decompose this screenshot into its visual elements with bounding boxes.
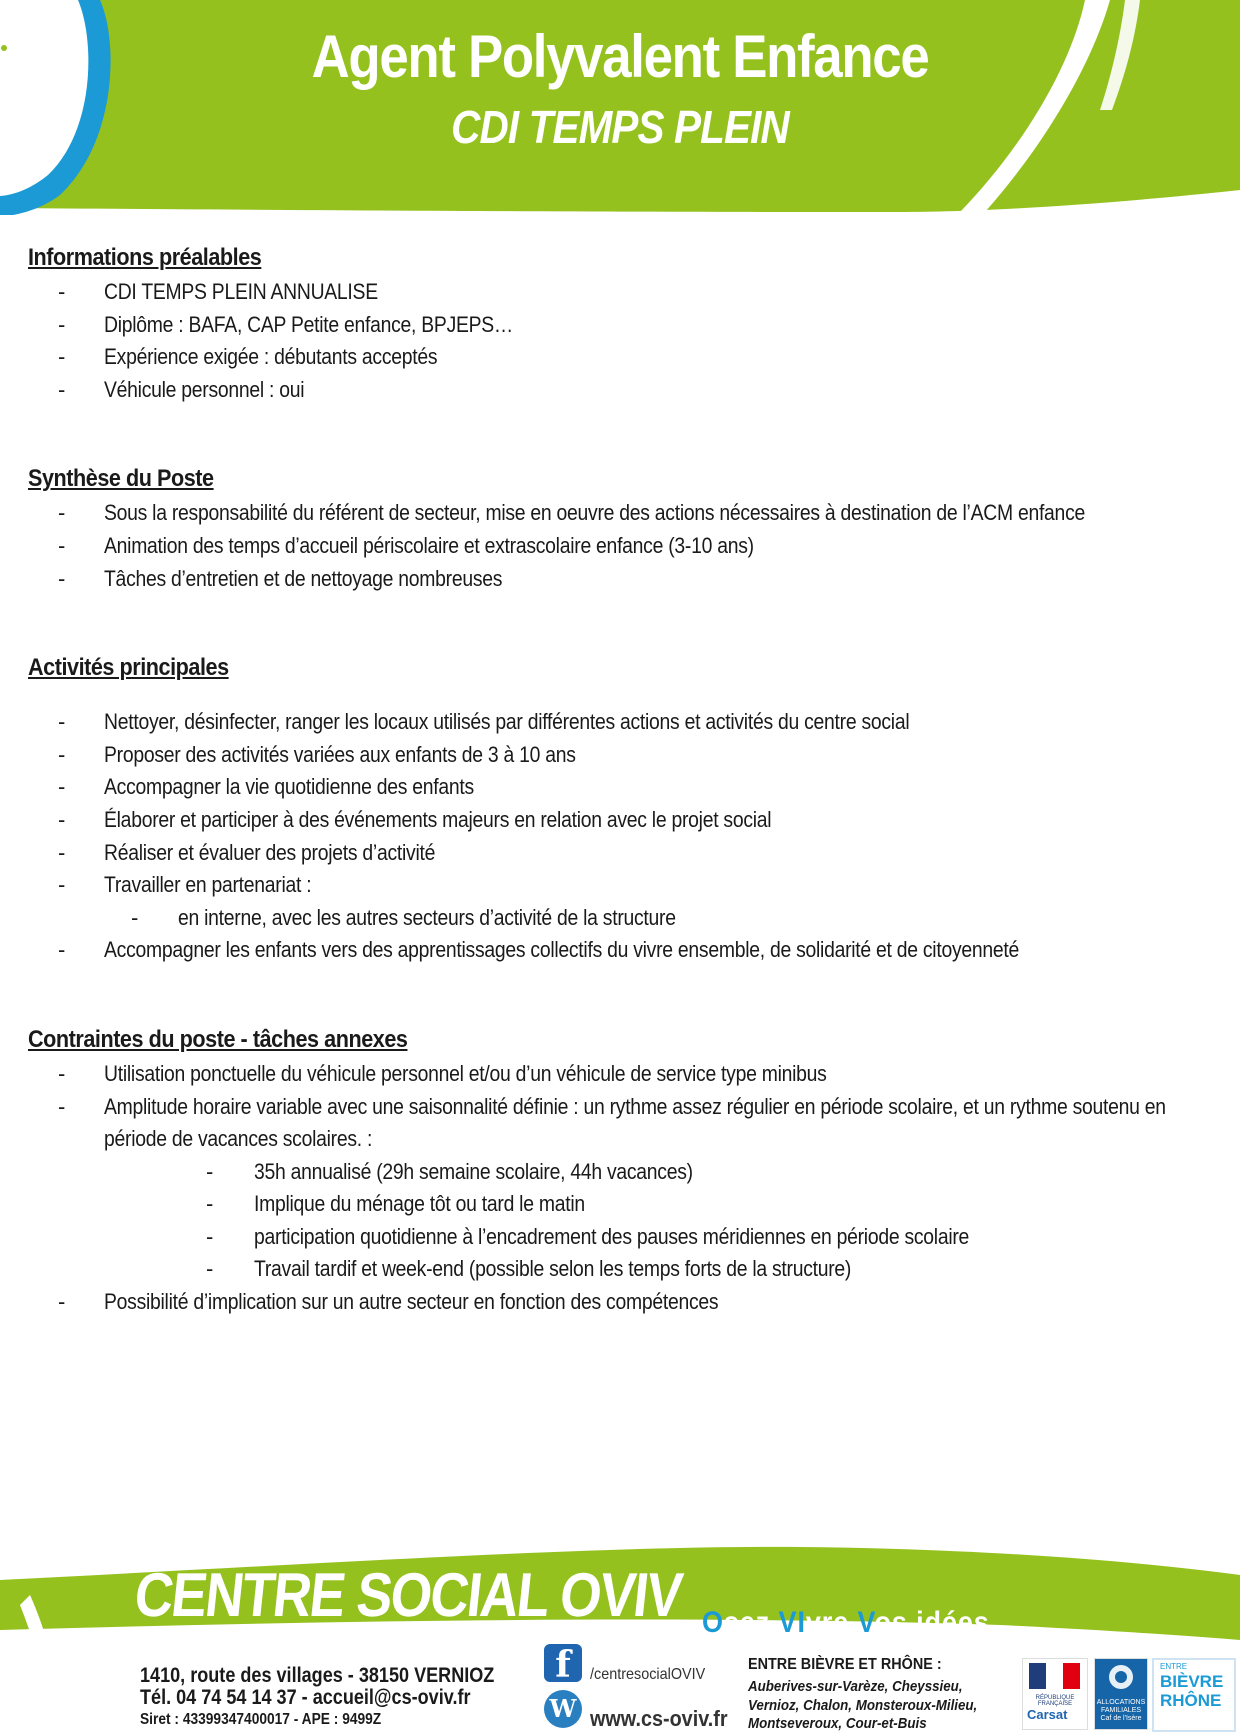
facebook-icon[interactable]: f bbox=[544, 1644, 582, 1682]
list-item: - Animation des temps d’accueil périscolaire et extrascolaire enfance (3-10 ans) bbox=[28, 530, 1218, 563]
tagline-dots: .......... bbox=[990, 1614, 1134, 1647]
section-title: Contraintes du poste - tâches annexes bbox=[28, 1025, 408, 1053]
area-title: ENTRE BIÈVRE ET RHÔNE : bbox=[748, 1656, 942, 1673]
list-item: - Proposer des activités variées aux enfants de 3 à 10 ans bbox=[28, 739, 1218, 772]
bievre-rhone-logo: ENTRE BIÈVRE RHÔNE bbox=[1152, 1658, 1236, 1732]
section-title: Informations préalables bbox=[28, 244, 262, 271]
address: 1410, route des villages - 38150 VERNIOZ bbox=[140, 1664, 495, 1687]
caf-icon bbox=[1095, 1659, 1147, 1695]
list-item: - Accompagner la vie quotidienne des enfants bbox=[28, 771, 1218, 804]
list-item: - Utilisation ponctuelle du véhicule personnel et/ou d’un véhicule de service type minibus bbox=[28, 1058, 1218, 1091]
list-item: - Travailler en partenariat : bbox=[28, 869, 1218, 902]
section-contraintes bbox=[28, 1026, 1218, 1319]
list-item: - CDI TEMPS PLEIN ANNUALISE bbox=[28, 276, 1218, 309]
marianne-icon bbox=[1023, 1659, 1087, 1693]
list-item: - Véhicule personnel : oui bbox=[28, 374, 1218, 407]
section-activites bbox=[28, 654, 1218, 967]
section-informations bbox=[28, 244, 1218, 406]
list-item: - Possibilité d’implication sur un autre secteur en fonction des compétences bbox=[28, 1286, 1218, 1319]
list-item: - Expérience exigée : débutants acceptés bbox=[28, 341, 1218, 374]
list-item-sub: - Travail tardif et week-end (possible selon les temps forts de la structure) bbox=[28, 1253, 1218, 1286]
list-item: - Réaliser et évaluer des projets d’activité bbox=[28, 837, 1218, 870]
list-item-sub: - participation quotidienne à l’encadrement des pauses méridiennes en période scolaire bbox=[28, 1221, 1218, 1254]
list-item-sub: - en interne, avec les autres secteurs d’activité de la structure bbox=[28, 902, 1218, 935]
list-item: - Élaborer et participer à des événements majeurs en relation avec le projet social bbox=[28, 804, 1218, 837]
caf-logo: ALLOCATIONS FAMILIALES Caf de l'Isère bbox=[1094, 1658, 1148, 1730]
section-title: Synthèse du Poste bbox=[28, 465, 214, 493]
area-towns: Auberives-sur-Varèze, Cheyssieu, Vernioz, Chalon, Monsteroux-Milieu, Montseveroux, Cour-et-Buis bbox=[748, 1679, 978, 1732]
section-title: Activités principales bbox=[28, 654, 229, 682]
website-link[interactable]: www.cs-oviv.fr bbox=[590, 1706, 728, 1731]
contact-block bbox=[140, 1665, 494, 1731]
republique-carsat-logo: RÉPUBLIQUE FRANÇAISE Carsat bbox=[1022, 1658, 1088, 1730]
section-synthese bbox=[28, 465, 1218, 595]
org-logo-text: CENTRE SOCIAL OVIV bbox=[131, 1561, 685, 1630]
phone-email[interactable]: Tél. 04 74 54 14 37 - accueil@cs-oviv.fr bbox=[140, 1686, 471, 1709]
list-item: - Sous la responsabilité du référent de secteur, mise en oeuvre des actions nécessaires à destination de l’ACM enfance bbox=[28, 497, 1218, 530]
wordpress-icon[interactable]: W bbox=[544, 1690, 582, 1728]
page-subtitle: CDI TEMPS PLEIN bbox=[451, 101, 789, 153]
list-item: - Nettoyer, désinfecter, ranger les locaux utilisés par différentes actions et activités du centre social bbox=[28, 706, 1218, 739]
page-title: Agent Polyvalent Enfance bbox=[311, 23, 929, 90]
list-item: - Accompagner les enfants vers des apprentissages collectifs du vivre ensemble, de solidarité et de citoyenneté bbox=[28, 934, 1218, 967]
list-item: - Tâches d’entretien et de nettoyage nombreuses bbox=[28, 563, 1218, 596]
tagline: Osez VIvre Vos idées bbox=[702, 1606, 990, 1639]
list-item-sub: - Implique du ménage tôt ou tard le matin bbox=[28, 1188, 1218, 1221]
facebook-link[interactable]: /centresocialOVIV bbox=[590, 1666, 706, 1683]
list-item: - Amplitude horaire variable avec une saisonnalité définie : un rythme assez régulier en période scolaire, et un rythme soutenu en période de vacances scolaires. : bbox=[28, 1091, 1218, 1156]
job-description bbox=[28, 244, 1218, 1319]
siret: Siret : 43399347400017 - APE : 9499Z bbox=[140, 1711, 382, 1728]
list-item-sub: - 35h annualisé (29h semaine scolaire, 44h vacances) bbox=[28, 1156, 1218, 1189]
org-association: Association 1901 bbox=[338, 1626, 504, 1651]
list-item: - Diplôme : BAFA, CAP Petite enfance, BPJEPS… bbox=[28, 309, 1218, 342]
